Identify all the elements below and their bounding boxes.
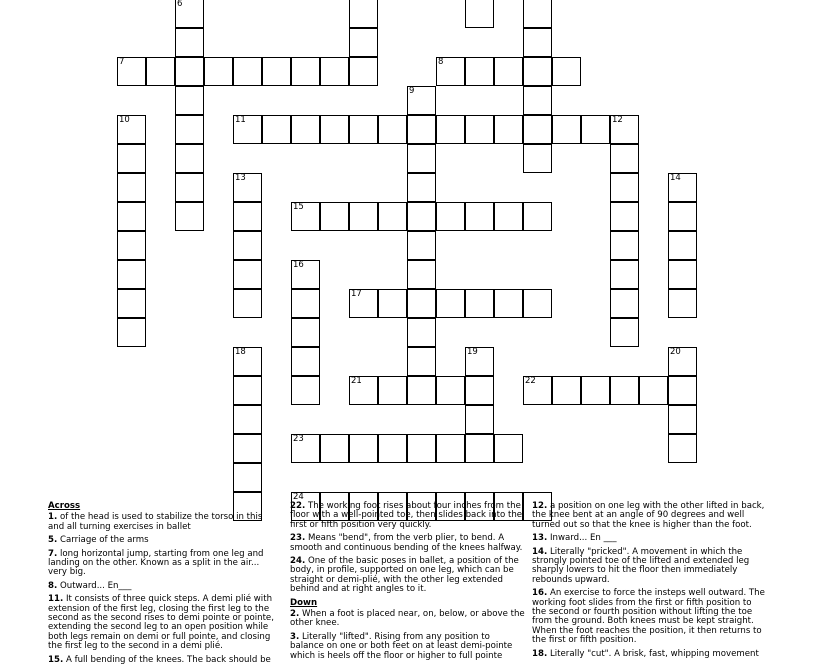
crossword-cell[interactable] xyxy=(436,376,465,405)
clue-text: Means "bend", from the verb plier, to bend. A smooth and continuous bending of the knees halfway. xyxy=(290,533,523,553)
crossword-cell[interactable] xyxy=(465,0,494,28)
clue-item xyxy=(532,548,768,586)
crossword-cell[interactable] xyxy=(262,115,291,144)
across-heading: Across xyxy=(48,501,81,511)
crossword-cell[interactable] xyxy=(378,115,407,144)
crossword-cell[interactable] xyxy=(291,318,320,347)
clue-text: Literally "pricked". A movement in which the strongly pointed toe of the lifted and extended leg sharply lowers to hit the floor then immediately rebounds upward. xyxy=(532,546,750,585)
crossword-cell[interactable] xyxy=(320,115,349,144)
clue-item xyxy=(290,557,526,595)
crossword-cell[interactable] xyxy=(175,86,204,115)
clue-number: 3. xyxy=(290,631,300,642)
crossword-cell[interactable] xyxy=(465,434,494,463)
crossword-cell[interactable] xyxy=(262,57,291,86)
crossword-cell[interactable] xyxy=(291,260,320,289)
clue-number: 17 xyxy=(351,289,362,299)
crossword-cell[interactable] xyxy=(465,347,494,376)
crossword-cell[interactable] xyxy=(523,86,552,115)
crossword-cell[interactable] xyxy=(581,376,610,405)
clue-number: 21 xyxy=(351,376,362,386)
clue-item xyxy=(48,582,280,591)
clue-number: 7 xyxy=(119,57,125,67)
crossword-cell[interactable] xyxy=(378,434,407,463)
crossword-cell[interactable] xyxy=(494,289,523,318)
clue-number: 5. xyxy=(48,535,58,546)
crossword-cell[interactable] xyxy=(465,115,494,144)
crossword-cell[interactable] xyxy=(175,28,204,57)
clue-number: 13. xyxy=(532,533,548,544)
clue-text: When a foot is placed near, on, below, or above the other knee. xyxy=(290,609,525,629)
clues-column-2 xyxy=(290,502,526,665)
clue-item xyxy=(290,633,526,661)
clue-number: 24 xyxy=(293,492,304,502)
clues-column-1 xyxy=(48,502,280,669)
crossword-cell[interactable] xyxy=(581,115,610,144)
crossword-cell[interactable] xyxy=(465,202,494,231)
crossword-cell[interactable] xyxy=(407,173,436,202)
crossword-cell[interactable] xyxy=(610,289,639,318)
crossword-cell[interactable] xyxy=(233,260,262,289)
crossword-cell[interactable] xyxy=(117,115,146,144)
crossword-cell[interactable] xyxy=(407,144,436,173)
clue-text: A full bending of the knees. The back should be xyxy=(63,654,271,665)
crossword-cell[interactable] xyxy=(407,231,436,260)
clue-item xyxy=(532,650,768,659)
clue-item xyxy=(48,513,280,532)
crossword-cell[interactable] xyxy=(436,289,465,318)
crossword-cell[interactable] xyxy=(436,202,465,231)
clue-number: 20 xyxy=(670,347,681,357)
crossword-cell[interactable] xyxy=(407,115,436,144)
crossword-cell[interactable] xyxy=(523,376,552,405)
clue-number: 8 xyxy=(438,57,444,67)
crossword-cell[interactable] xyxy=(233,463,262,492)
crossword-cell[interactable] xyxy=(668,173,697,202)
crossword-cell[interactable] xyxy=(117,202,146,231)
crossword-cell[interactable] xyxy=(349,28,378,57)
crossword-cell[interactable] xyxy=(117,289,146,318)
crossword-cell[interactable] xyxy=(175,144,204,173)
crossword-cell[interactable] xyxy=(523,57,552,86)
clue-number: 8. xyxy=(48,580,58,591)
crossword-cell[interactable] xyxy=(117,57,146,86)
clue-number: 23. xyxy=(290,533,306,544)
clue-text: An exercise to force the insteps well outward. The working foot slides from the first or fifth position to the second or fourth position without lifting the toe from the ground. Both knees must be kept straight. When the foot reaches the position, it then returns to the first or fifth position. xyxy=(532,588,765,646)
clue-number: 11 xyxy=(235,115,246,125)
clue-item xyxy=(48,656,280,665)
clue-number: 16 xyxy=(293,260,304,270)
crossword-cell[interactable] xyxy=(494,57,523,86)
crossword-cell[interactable] xyxy=(291,202,320,231)
crossword-cell[interactable] xyxy=(407,289,436,318)
crossword-cell[interactable] xyxy=(175,202,204,231)
crossword-cell[interactable] xyxy=(117,260,146,289)
crossword-cell[interactable] xyxy=(175,173,204,202)
crossword-cell[interactable] xyxy=(233,376,262,405)
down-heading: Down xyxy=(290,597,318,608)
crossword-cell[interactable] xyxy=(523,289,552,318)
crossword-cell[interactable] xyxy=(291,115,320,144)
crossword-cell[interactable] xyxy=(349,289,378,318)
clue-text: Outward... En___ xyxy=(57,580,132,591)
crossword-cell[interactable] xyxy=(117,231,146,260)
crossword-cell[interactable] xyxy=(407,376,436,405)
clue-number: 16. xyxy=(532,588,548,599)
crossword-cell[interactable] xyxy=(523,144,552,173)
crossword-cell[interactable] xyxy=(494,202,523,231)
crossword-cell[interactable] xyxy=(523,202,552,231)
crossword-cell[interactable] xyxy=(436,115,465,144)
crossword-cell[interactable] xyxy=(610,260,639,289)
crossword-cell[interactable] xyxy=(668,376,697,405)
crossword-cell[interactable] xyxy=(523,115,552,144)
crossword-cell[interactable] xyxy=(465,376,494,405)
crossword-cell[interactable] xyxy=(291,347,320,376)
clue-text: long horizontal jump, starting from one leg and landing on the other. Known as a split in the air... very big. xyxy=(48,548,264,578)
clue-number: 2. xyxy=(290,609,300,620)
crossword-cell[interactable] xyxy=(146,57,175,86)
crossword-cell[interactable] xyxy=(407,260,436,289)
clue-number: 11. xyxy=(48,594,64,605)
crossword-cell[interactable] xyxy=(465,57,494,86)
crossword-cell[interactable] xyxy=(320,57,349,86)
crossword-cell[interactable] xyxy=(233,173,262,202)
crossword-cell[interactable] xyxy=(233,115,262,144)
clue-text: Literally "lifted". Rising from any position to balance on one or both feet on at least demi-pointe which is heels off the floor or higher to full pointe xyxy=(290,631,513,661)
clue-number: 23 xyxy=(293,434,304,444)
clue-number: 7. xyxy=(48,548,58,559)
crossword-cell[interactable] xyxy=(465,405,494,434)
clue-text: a position on one leg with the other lifted in back, the knee bent at an angle of 90 degrees and well turned out so that the knee is higher than the foot. xyxy=(532,501,765,530)
clue-item xyxy=(48,536,280,545)
crossword-cell[interactable] xyxy=(291,289,320,318)
clue-item xyxy=(532,534,768,543)
crossword-cell[interactable] xyxy=(320,202,349,231)
clue-item xyxy=(290,534,526,553)
crossword-cell[interactable] xyxy=(233,202,262,231)
crossword-cell[interactable] xyxy=(320,434,349,463)
clue-number: 24. xyxy=(290,556,306,567)
clue-text: Inward... En ___ xyxy=(547,533,617,544)
crossword-cell[interactable] xyxy=(233,405,262,434)
crossword-cell[interactable] xyxy=(523,28,552,57)
crossword-cell[interactable] xyxy=(668,405,697,434)
clue-number: 22 xyxy=(525,376,536,386)
crossword-cell[interactable] xyxy=(291,57,320,86)
crossword-cell[interactable] xyxy=(407,347,436,376)
clue-number: 12. xyxy=(532,501,548,511)
crossword-cell[interactable] xyxy=(175,115,204,144)
clue-number: 15. xyxy=(48,654,64,665)
clue-number: 14. xyxy=(532,546,548,557)
crossword-cell[interactable] xyxy=(494,115,523,144)
crossword-cell[interactable] xyxy=(175,57,204,86)
crossword-cell[interactable] xyxy=(494,434,523,463)
crossword-cell[interactable] xyxy=(349,57,378,86)
clue-number: 12 xyxy=(612,115,623,125)
clue-item xyxy=(532,502,768,530)
crossword-cell[interactable] xyxy=(668,289,697,318)
clue-number: 1. xyxy=(48,512,58,523)
clue-number: 18 xyxy=(235,347,246,357)
clue-item xyxy=(290,610,526,629)
crossword-cell[interactable] xyxy=(117,173,146,202)
clue-text: of the head is used to stabilize the torso in this and all turning exercises in ballet xyxy=(48,512,263,532)
clues-column-3 xyxy=(532,502,768,663)
crossword-cell[interactable] xyxy=(610,376,639,405)
crossword-cell[interactable] xyxy=(291,434,320,463)
clue-text: The working foot rises about four inches from the floor with a well-pointed toe, then slides back into the first or fifth position very quickly. xyxy=(290,501,523,530)
crossword-cell[interactable] xyxy=(233,347,262,376)
crossword-cell[interactable] xyxy=(639,376,668,405)
crossword-cell[interactable] xyxy=(175,0,204,28)
crossword-cell[interactable] xyxy=(233,434,262,463)
crossword-cell[interactable] xyxy=(407,86,436,115)
crossword-cell[interactable] xyxy=(349,115,378,144)
crossword-cell[interactable] xyxy=(407,202,436,231)
clue-number: 19 xyxy=(467,347,478,357)
crossword-cell[interactable] xyxy=(117,144,146,173)
clue-text: Carriage of the arms xyxy=(57,535,149,546)
crossword-cell[interactable] xyxy=(610,318,639,347)
crossword-cell[interactable] xyxy=(668,347,697,376)
clue-number: 18. xyxy=(532,648,548,659)
crossword-cell[interactable] xyxy=(349,434,378,463)
crossword-cell[interactable] xyxy=(552,57,581,86)
crossword-cell[interactable] xyxy=(668,202,697,231)
clue-number: 10 xyxy=(119,115,130,125)
crossword-cell[interactable] xyxy=(378,202,407,231)
crossword-cell[interactable] xyxy=(233,289,262,318)
crossword-cell[interactable] xyxy=(349,376,378,405)
crossword-cell[interactable] xyxy=(407,434,436,463)
crossword-cell[interactable] xyxy=(610,231,639,260)
clue-text: Literally "cut". A brisk, fast, whipping movement xyxy=(547,648,759,659)
crossword-cell[interactable] xyxy=(233,57,262,86)
crossword-cell[interactable] xyxy=(436,434,465,463)
crossword-cell[interactable] xyxy=(349,202,378,231)
crossword-cell[interactable] xyxy=(668,260,697,289)
crossword-cell[interactable] xyxy=(610,144,639,173)
crossword-cell[interactable] xyxy=(407,318,436,347)
clue-item xyxy=(48,595,280,651)
clue-item xyxy=(48,550,280,578)
clue-item xyxy=(532,589,768,645)
crossword-cell[interactable] xyxy=(610,115,639,144)
clue-number: 13 xyxy=(235,173,246,183)
crossword-cell[interactable] xyxy=(436,57,465,86)
clue-text: One of the basic poses in ballet, a position of the body, in profile, supported on one leg, which can be straight or demi-plié, with the other leg extended behind and at right angles to it. xyxy=(290,556,519,595)
crossword-cell[interactable] xyxy=(233,231,262,260)
crossword-cell[interactable] xyxy=(378,289,407,318)
crossword-cell[interactable] xyxy=(610,202,639,231)
crossword-cell[interactable] xyxy=(552,376,581,405)
crossword-cell[interactable] xyxy=(204,57,233,86)
clue-number: 22. xyxy=(290,501,306,511)
clue-item xyxy=(290,502,526,530)
crossword-cell[interactable] xyxy=(465,289,494,318)
crossword-cell[interactable] xyxy=(523,0,552,28)
crossword-cell[interactable] xyxy=(668,434,697,463)
crossword-cell[interactable] xyxy=(117,318,146,347)
crossword-cell[interactable] xyxy=(378,376,407,405)
crossword-cell[interactable] xyxy=(291,376,320,405)
clue-number: 15 xyxy=(293,202,304,212)
crossword-cell[interactable] xyxy=(668,231,697,260)
clue-number: 14 xyxy=(670,173,681,183)
crossword-cell[interactable] xyxy=(349,0,378,28)
crossword-cell[interactable] xyxy=(610,173,639,202)
clue-number: 9 xyxy=(409,86,415,96)
clue-number: 6 xyxy=(177,0,183,9)
crossword-cell[interactable] xyxy=(552,115,581,144)
clue-text: It consists of three quick steps. A demi plié with extension of the first leg, closing the first leg to the second as the second rises to demi pointe or pointe, extending the second leg to an open position while both legs remain on demi or full pointe, and closing the first leg to the second in a demi plié. xyxy=(48,594,274,652)
